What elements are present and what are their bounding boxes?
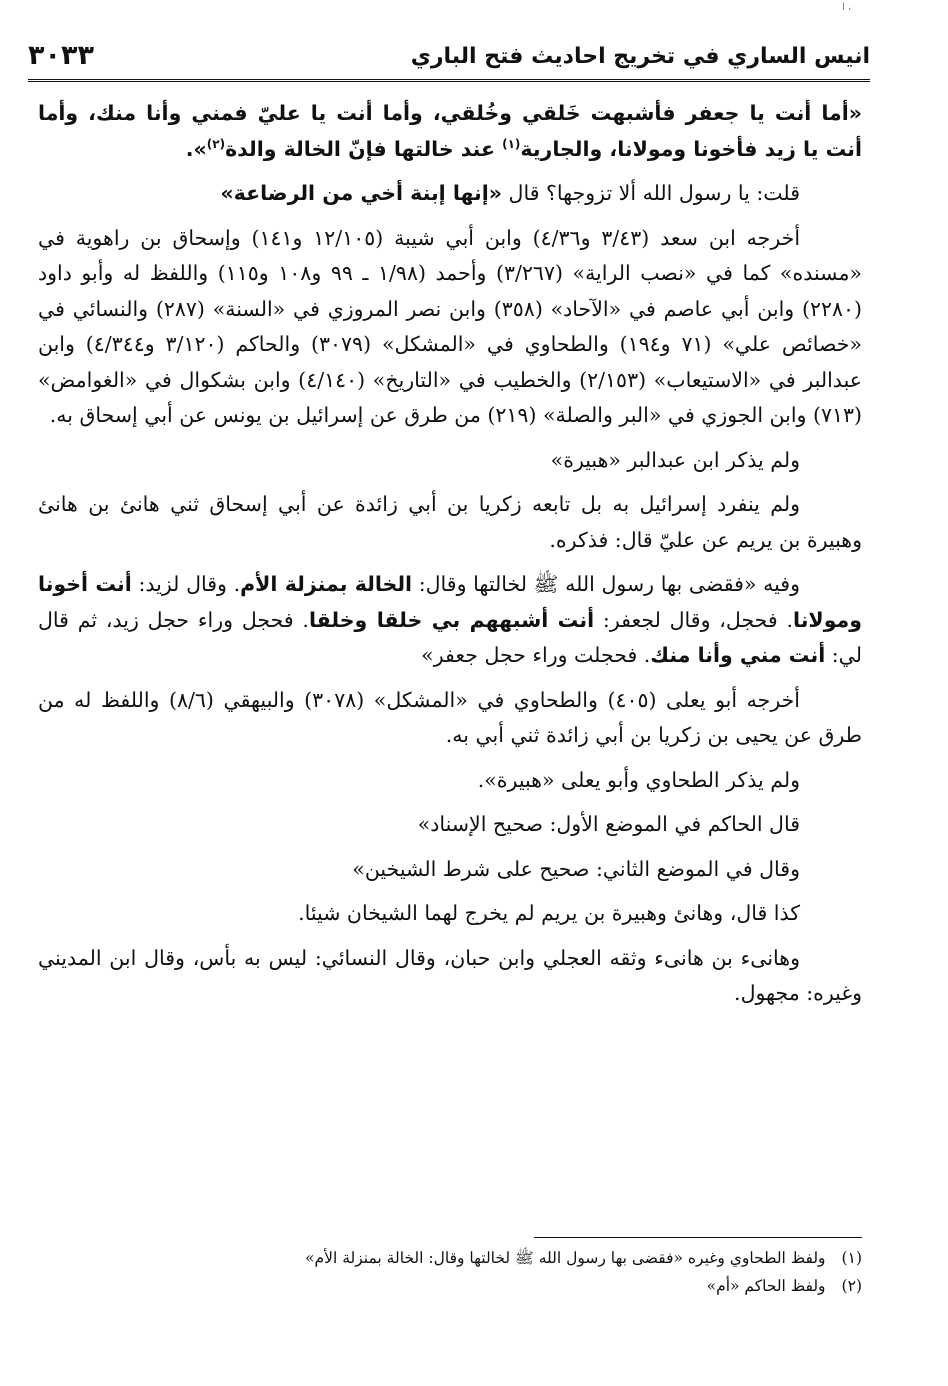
- hadith-text-3: ».: [185, 136, 207, 161]
- page-number: ٣٠٣٣: [28, 40, 94, 71]
- variant-text-4: . فحجل وراء حجل زيد، ثم قال لي:: [38, 607, 862, 667]
- takhrij-paragraph-2: أخرجه أبو يعلى (٤٠٥) والطحاوي في «المشكل» (٣٠٧٨) والبيهقي (٨/٦) واللفظ له من طرق عن يحيى بن زكريا بن أبي زائدة ثني أبي به.: [38, 687, 862, 747]
- footnote-2: [38, 1272, 862, 1300]
- footnote-ref-1: (١): [502, 136, 521, 151]
- header-rule: [28, 79, 870, 82]
- answer-quote: «إنها إبنة أخي من الرضاعة»: [220, 181, 503, 205]
- variant-text-5: . فحجلت وراء حجل جعفر»: [421, 643, 651, 667]
- footnote-text: ولفظ الطحاوي وغيره «فقضى بها رسول الله ﷺ لخالتها وقال: الخالة بمنزلة الأم»: [305, 1249, 826, 1267]
- footnote-1: [38, 1244, 862, 1272]
- variant-bold-4: أنت مني وأنا منك: [650, 643, 826, 667]
- question-text: قلت: يا رسول الله ألا تزوجها؟ قال: [502, 181, 800, 205]
- hadith-quote-paragraph: [38, 96, 862, 167]
- hadith-text-2: عند خالتها فإنّ الخالة والدة: [225, 136, 503, 161]
- note-tahawi: ولم يذكر الطحاوي وأبو يعلى «هبيرة».: [477, 767, 800, 792]
- question-paragraph: [38, 176, 862, 212]
- takhrij-paragraph-1: أخرجه ابن سعد (٣/٤٣ و٤/٣٦) وابن أبي شيبة (١٢/١٠٥ و١٤١) وإسحاق بن راهوية في «مسنده» كما في «نصب الراية» (٣/٢٦٧) وأحمد (١/٩٨ ـ ٩٩ و١٠٨ و١١٥) واللفظ له وأبو داود (٢٢٨٠) وابن أبي عاصم في «الآحاد» (٣٥٨) وابن نصر المروزي في «السنة» (٢٨٧) والنسائي في «خصائص علي» (٧١ و١٩٤) والطحاوي في «المشكل» (٣٠٧٩) والحاكم (٣/١٢٠ و٤/٣٤٤) وابن عبدالبر في «الاستيعاب» (٢/١٥٣) والخطيب في «التاريخ» (٤/١٤٠) وابن بشكوال في «الغوامض» (٧١٣) وابن الجوزي في «البر والصلة» (٢١٩) من طرق عن إسرائيل بن يونس عن أبي إسحاق به.: [38, 225, 863, 427]
- critique-paragraph: كذا قال، وهانئ وهبيرة بن يريم لم يخرج لهما الشيخان شيئا.: [298, 901, 800, 925]
- variant-bold-2: أنت أخونا ومولانا: [38, 572, 862, 632]
- footnote-number: (٢): [841, 1277, 862, 1295]
- hakim-first-grading: قال الحاكم في الموضع الأول: صحيح الإسناد»: [417, 812, 800, 836]
- variant-text-2: . وقال لزيد:: [131, 572, 241, 596]
- mutabaah-paragraph: ولم ينفرد إسرائيل به بل تابعه زكريا بن أبي زائدة عن أبي إسحاق ثني هانئ بن هانئ وهبيرة بن يريم عن عليّ قال: فذكره.: [38, 492, 862, 552]
- scan-corner-mark: ا ،: [842, 2, 852, 13]
- footnote-rule: [534, 1237, 862, 1238]
- narrator-grading-paragraph: وهانىء بن هانىء وثقه العجلي وابن حبان، وقال النسائي: ليس به بأس، وقال ابن المديني وغيره: مجهول.: [38, 945, 862, 1005]
- footnote-number: (١): [841, 1249, 862, 1267]
- variant-text-3: . فحجل، وقال لجعفر:: [594, 607, 794, 632]
- book-title: انيس الساري في تخريج احاديث فتح الباري: [410, 44, 870, 69]
- hakim-second-grading: وقال في الموضع الثاني: صحيح على شرط الشيخين»: [352, 856, 800, 881]
- running-header: [28, 38, 870, 78]
- note-ibn-abdulbarr: ولم يذكر ابن عبدالبر «هبيرة»: [550, 447, 800, 472]
- variant-bold-1: الخالة بمنزلة الأم: [240, 572, 413, 596]
- variant-text-1: وفيه «فقضى بها رسول الله ﷺ لخالتها وقال:: [412, 572, 800, 596]
- footnotes: [38, 1244, 862, 1300]
- variant-bold-3: أنت أشبههم بي خلقا وخلقا: [308, 607, 595, 632]
- footnote-ref-2: (٢): [206, 136, 226, 151]
- main-text: [38, 96, 862, 1021]
- variant-wording-paragraph: [38, 567, 862, 674]
- footnote-text: ولفظ الحاكم «أم»: [706, 1277, 826, 1295]
- hadith-text-1: «أما أنت يا جعفر فأشبهت خَلقي وخُلقي، وأما أنت يا عليّ فمني وأنا منك، وأما أنت يا زيد فأخونا ومولانا، والجارية: [38, 101, 862, 161]
